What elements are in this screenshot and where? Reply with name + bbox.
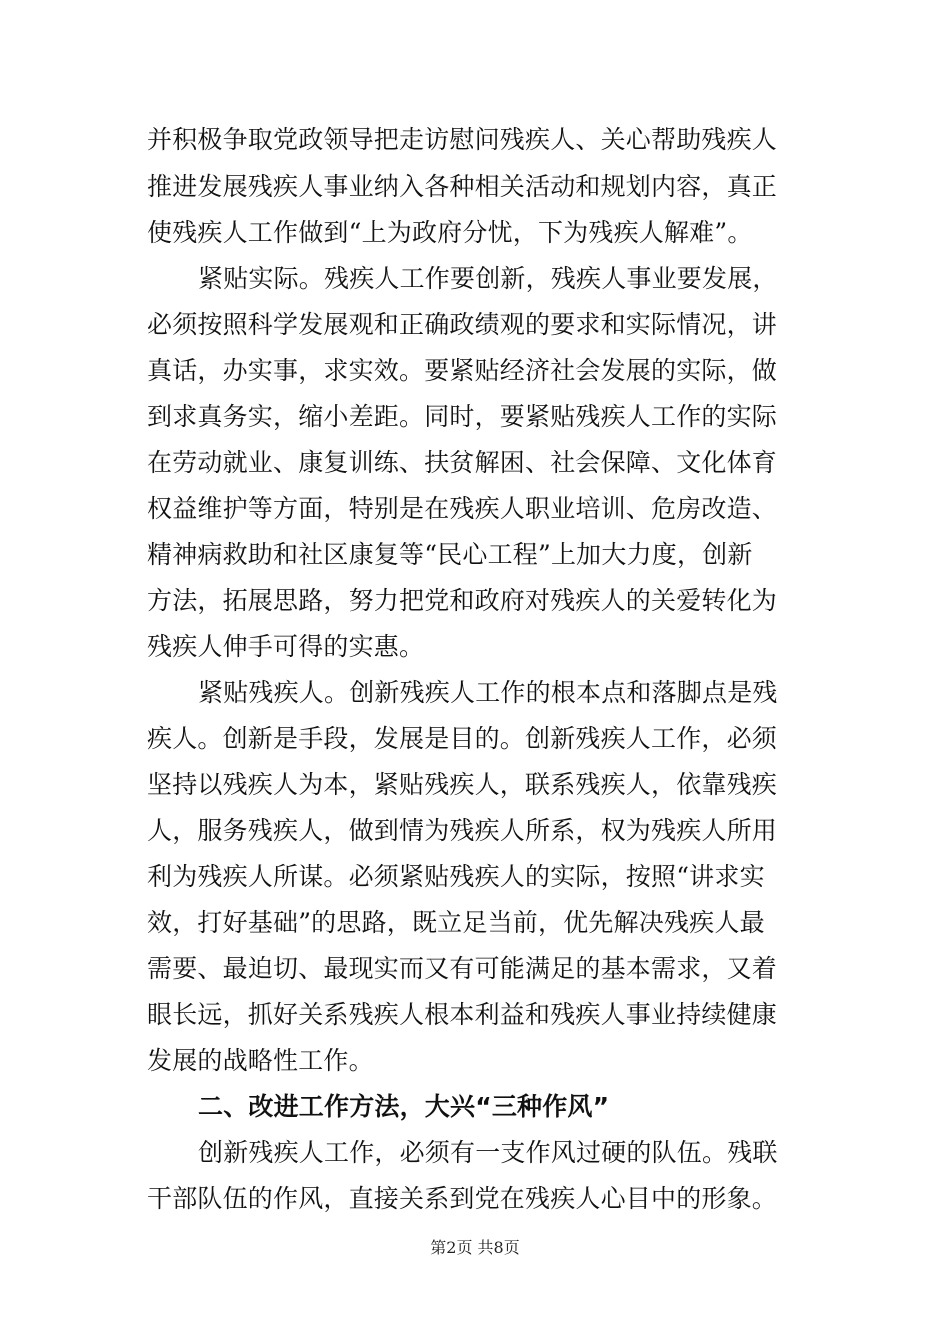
text-line [0, 394, 950, 440]
text-line-content: 疾人。创新是手段，发展是目的。创新残疾人工作，必须 [147, 724, 778, 753]
text-line [0, 578, 950, 624]
text-line-content: 精神病救助和社区康复等“民心工程”上加大力度，创新 [147, 540, 753, 569]
text-line [0, 164, 950, 210]
text-line [0, 624, 950, 670]
text-line-content: 权益维护等方面，特别是在残疾人职业培训、危房改造、 [147, 494, 778, 523]
text-line-content: 利为残疾人所谋。必须紧贴残疾人的实际，按照“讲求实 [147, 862, 765, 891]
text-line [0, 486, 950, 532]
text-line-content: 人，服务残疾人，做到情为残疾人所系，权为残疾人所用 [147, 816, 778, 845]
text-line [0, 992, 950, 1038]
text-line-content: 发展的战略性工作。 [147, 1046, 374, 1075]
text-line [0, 762, 950, 808]
text-line [0, 348, 950, 394]
text-line-content: 紧贴实际。残疾人工作要创新，残疾人事业要发展， [198, 264, 778, 293]
text-line-content: 需要、最迫切、最现实而又有可能满足的基本需求，又着 [147, 954, 778, 983]
text-line [0, 532, 950, 578]
text-line [0, 1176, 950, 1222]
text-line-content: 干部队伍的作风，直接关系到党在残疾人心目中的形象。 [147, 1184, 778, 1213]
text-line-content: 紧贴残疾人。创新残疾人工作的根本点和落脚点是残 [198, 678, 778, 707]
text-line-content: 推进发展残疾人事业纳入各种相关活动和规划内容，真正 [147, 172, 778, 201]
text-line-content: 真话，办实事，求实效。要紧贴经济社会发展的实际，做 [147, 356, 778, 385]
text-line-content: 残疾人伸手可得的实惠。 [147, 632, 425, 661]
section-heading-text: 二、改进工作方法，大兴“三种作风” [198, 1092, 610, 1121]
text-line [0, 854, 950, 900]
page-footer [0, 1236, 950, 1260]
text-line [0, 716, 950, 762]
text-line [0, 302, 950, 348]
text-line [0, 946, 950, 992]
text-line-content: 效，打好基础”的思路，既立足当前，优先解决残疾人最 [147, 908, 765, 937]
text-line-content: 眼长远，抓好关系残疾人根本利益和残疾人事业持续健康 [147, 1000, 778, 1029]
text-line-content: 方法，拓展思路，努力把党和政府对残疾人的关爱转化为 [147, 586, 778, 615]
text-line [0, 808, 950, 854]
text-line-content: 必须按照科学发展观和正确政绩观的要求和实际情况，讲 [147, 310, 778, 339]
text-line [0, 256, 950, 302]
text-line-content: 在劳动就业、康复训练、扶贫解困、社会保障、文化体育 [147, 448, 778, 477]
text-line-content: 到求真务实，缩小差距。同时，要紧贴残疾人工作的实际 [147, 402, 778, 431]
text-line [0, 900, 950, 946]
text-line-content: 并积极争取党政领导把走访慰问残疾人、关心帮助残疾人 [147, 125, 778, 154]
text-line [0, 1038, 950, 1084]
text-line-content: 使残疾人工作做到“上为政府分忧，下为残疾人解难”。 [147, 218, 753, 247]
text-line [0, 670, 950, 716]
text-line [0, 117, 950, 163]
section-heading [0, 1084, 950, 1130]
text-line [0, 440, 950, 486]
text-line-content: 创新残疾人工作，必须有一支作风过硬的队伍。残联 [198, 1138, 778, 1167]
text-line [0, 210, 950, 256]
text-line-content: 坚持以残疾人为本，紧贴残疾人，联系残疾人，依靠残疾 [147, 770, 778, 799]
page-number-label: 第2页 共8页 [430, 1238, 520, 1257]
text-line [0, 1130, 950, 1176]
